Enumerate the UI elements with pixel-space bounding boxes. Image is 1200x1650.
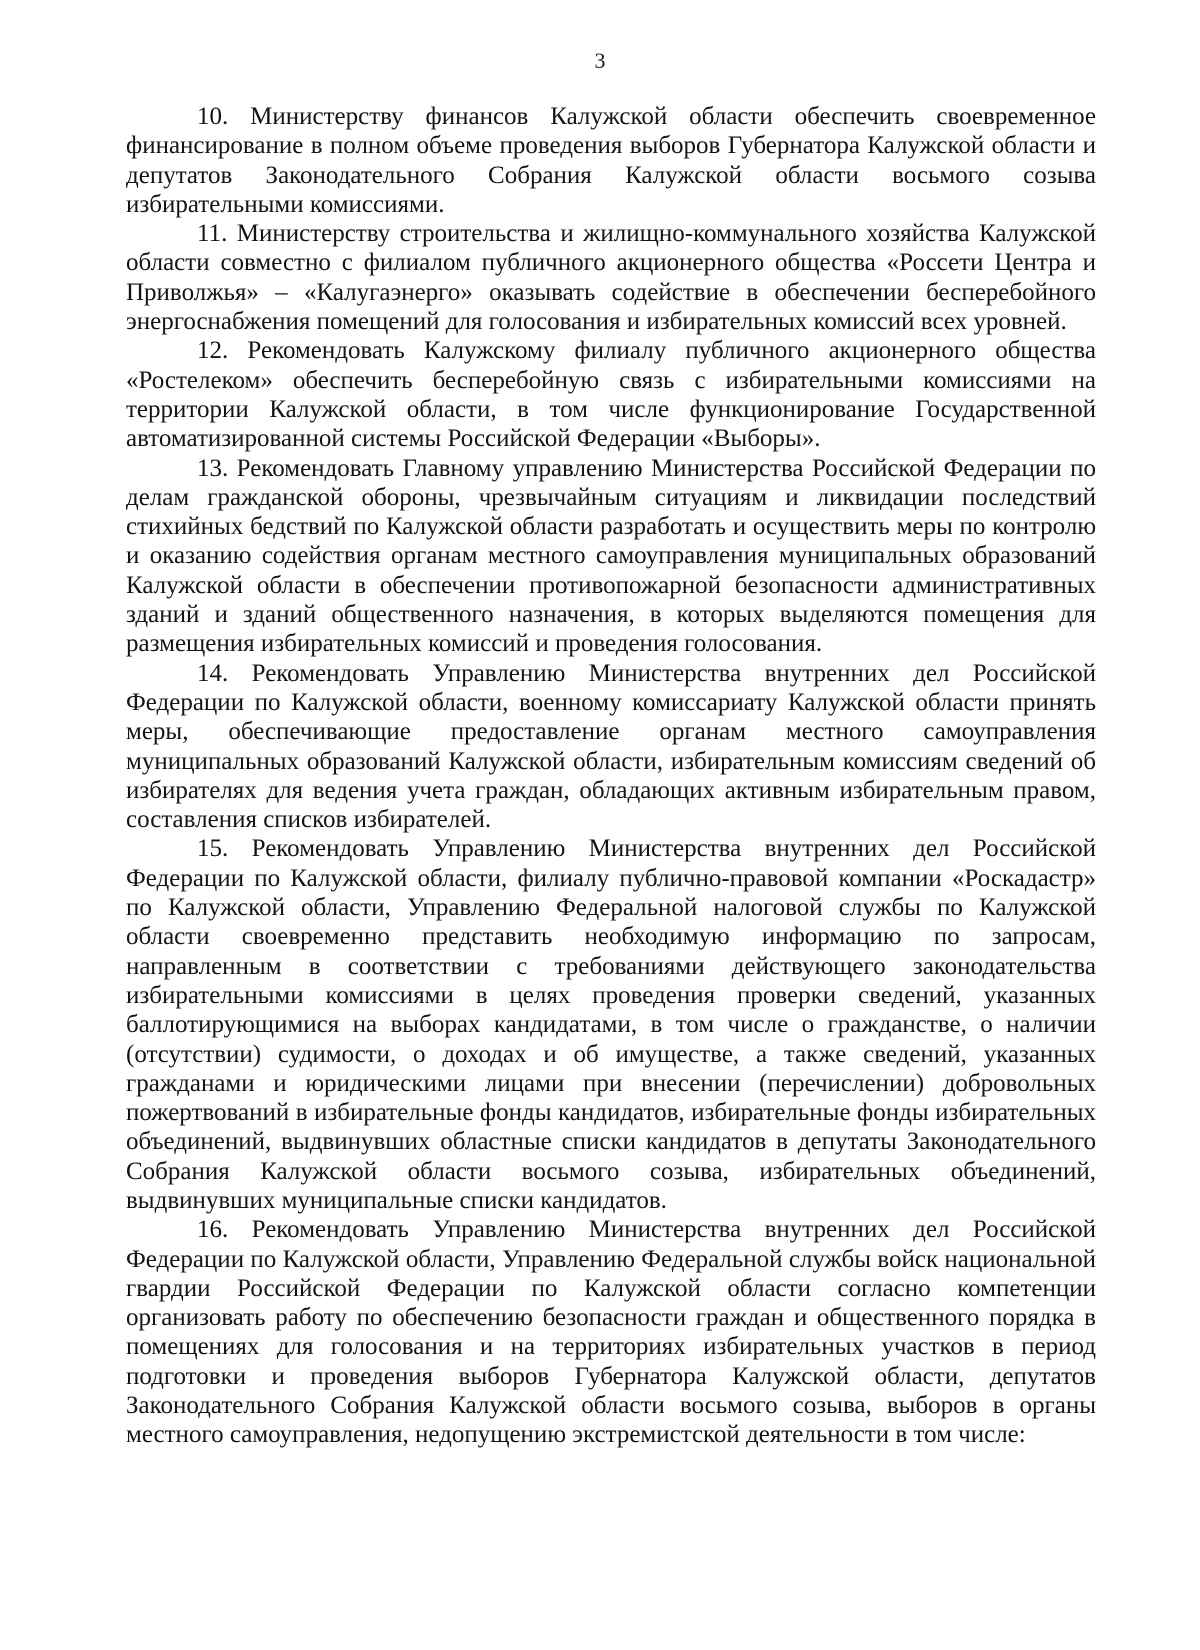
paragraph-item-12: 12. Рекомендовать Калужскому филиалу публичного акционерного общества «Ростелеком» обеспечить бесперебойную связь с избирательными комиссиями на территории Калужской области, в том числе функционирование Государственной автоматизированной системы Российской Федерации «Выборы».: [126, 337, 1096, 453]
document-body: [126, 102, 1096, 1450]
page-number: 3: [594, 48, 606, 73]
paragraph-item-13: 13. Рекомендовать Главному управлению Министерства Российской Федерации по делам гражданской обороны, чрезвычайным ситуациям и ликвидации последствий стихийных бедствий по Калужской области разработать и осуществить меры по контролю и оказанию содействия органам местного самоуправления муниципальных образований Калужской области в обеспечении противопожарной безопасности административных зданий и зданий общественного назначения, в которых выделяются помещения для размещения избирательных комиссий и проведения голосования.: [126, 454, 1096, 658]
paragraph-item-15: 15. Рекомендовать Управлению Министерства внутренних дел Российской Федерации по Калужской области, филиалу публично-правовой компании «Роскадастр» по Калужской области, Управлению Федеральной налоговой службы по Калужской области своевременно представить необходимую информацию по запросам, направленным в соответствии с требованиями действующего законодательства избирательными комиссиями в целях проведения проверки сведений, указанных баллотирующимися на выборах кандидатами, в том числе о гражданстве, о наличии (отсутствии) судимости, о доходах и об имуществе, а также сведений, указанных гражданами и юридическими лицами при внесении (перечислении) добровольных пожертвований в избирательные фонды кандидатов, избирательные фонды избирательных объединений, выдвинувших областные списки кандидатов в депутаты Законодательного Собрания Калужской области восьмого созыва, избирательных объединений, выдвинувших муниципальные списки кандидатов.: [126, 835, 1096, 1214]
paragraph-item-14: 14. Рекомендовать Управлению Министерства внутренних дел Российской Федерации по Калужской области, военному комиссариату Калужской области принять меры, обеспечивающие предоставление органам местного самоуправления муниципальных образований Калужской области, избирательным комиссиям сведений об избирателях для ведения учета граждан, обладающих активным избирательным правом, составления списков избирателей.: [126, 659, 1096, 834]
paragraph-item-16: 16. Рекомендовать Управлению Министерства внутренних дел Российской Федерации по Калужской области, Управлению Федеральной службы войск национальной гвардии Российской Федерации по Калужской области согласно компетенции организовать работу по обеспечению безопасности граждан и общественного порядка в помещениях для голосования и на территориях избирательных участков в период подготовки и проведения выборов Губернатора Калужской области, депутатов Законодательного Собрания Калужской области восьмого созыва, выборов в органы местного самоуправления, недопущению экстремистской деятельности в том числе:: [126, 1216, 1096, 1449]
paragraph-item-10: 10. Министерству финансов Калужской области обеспечить своевременное финансирование в полном объеме проведения выборов Губернатора Калужской области и депутатов Законодательного Собрания Калужской области восьмого созыва избирательными комиссиями.: [126, 103, 1096, 218]
paragraph-item-11: 11. Министерству строительства и жилищно-коммунального хозяйства Калужской области совместно с филиалом публичного акционерного общества «Россети Центра и Приволжья» – «Калугаэнерго» оказывать содействие в обеспечении бесперебойного энергоснабжения помещений для голосования и избирательных комиссий всех уровней.: [126, 220, 1096, 336]
